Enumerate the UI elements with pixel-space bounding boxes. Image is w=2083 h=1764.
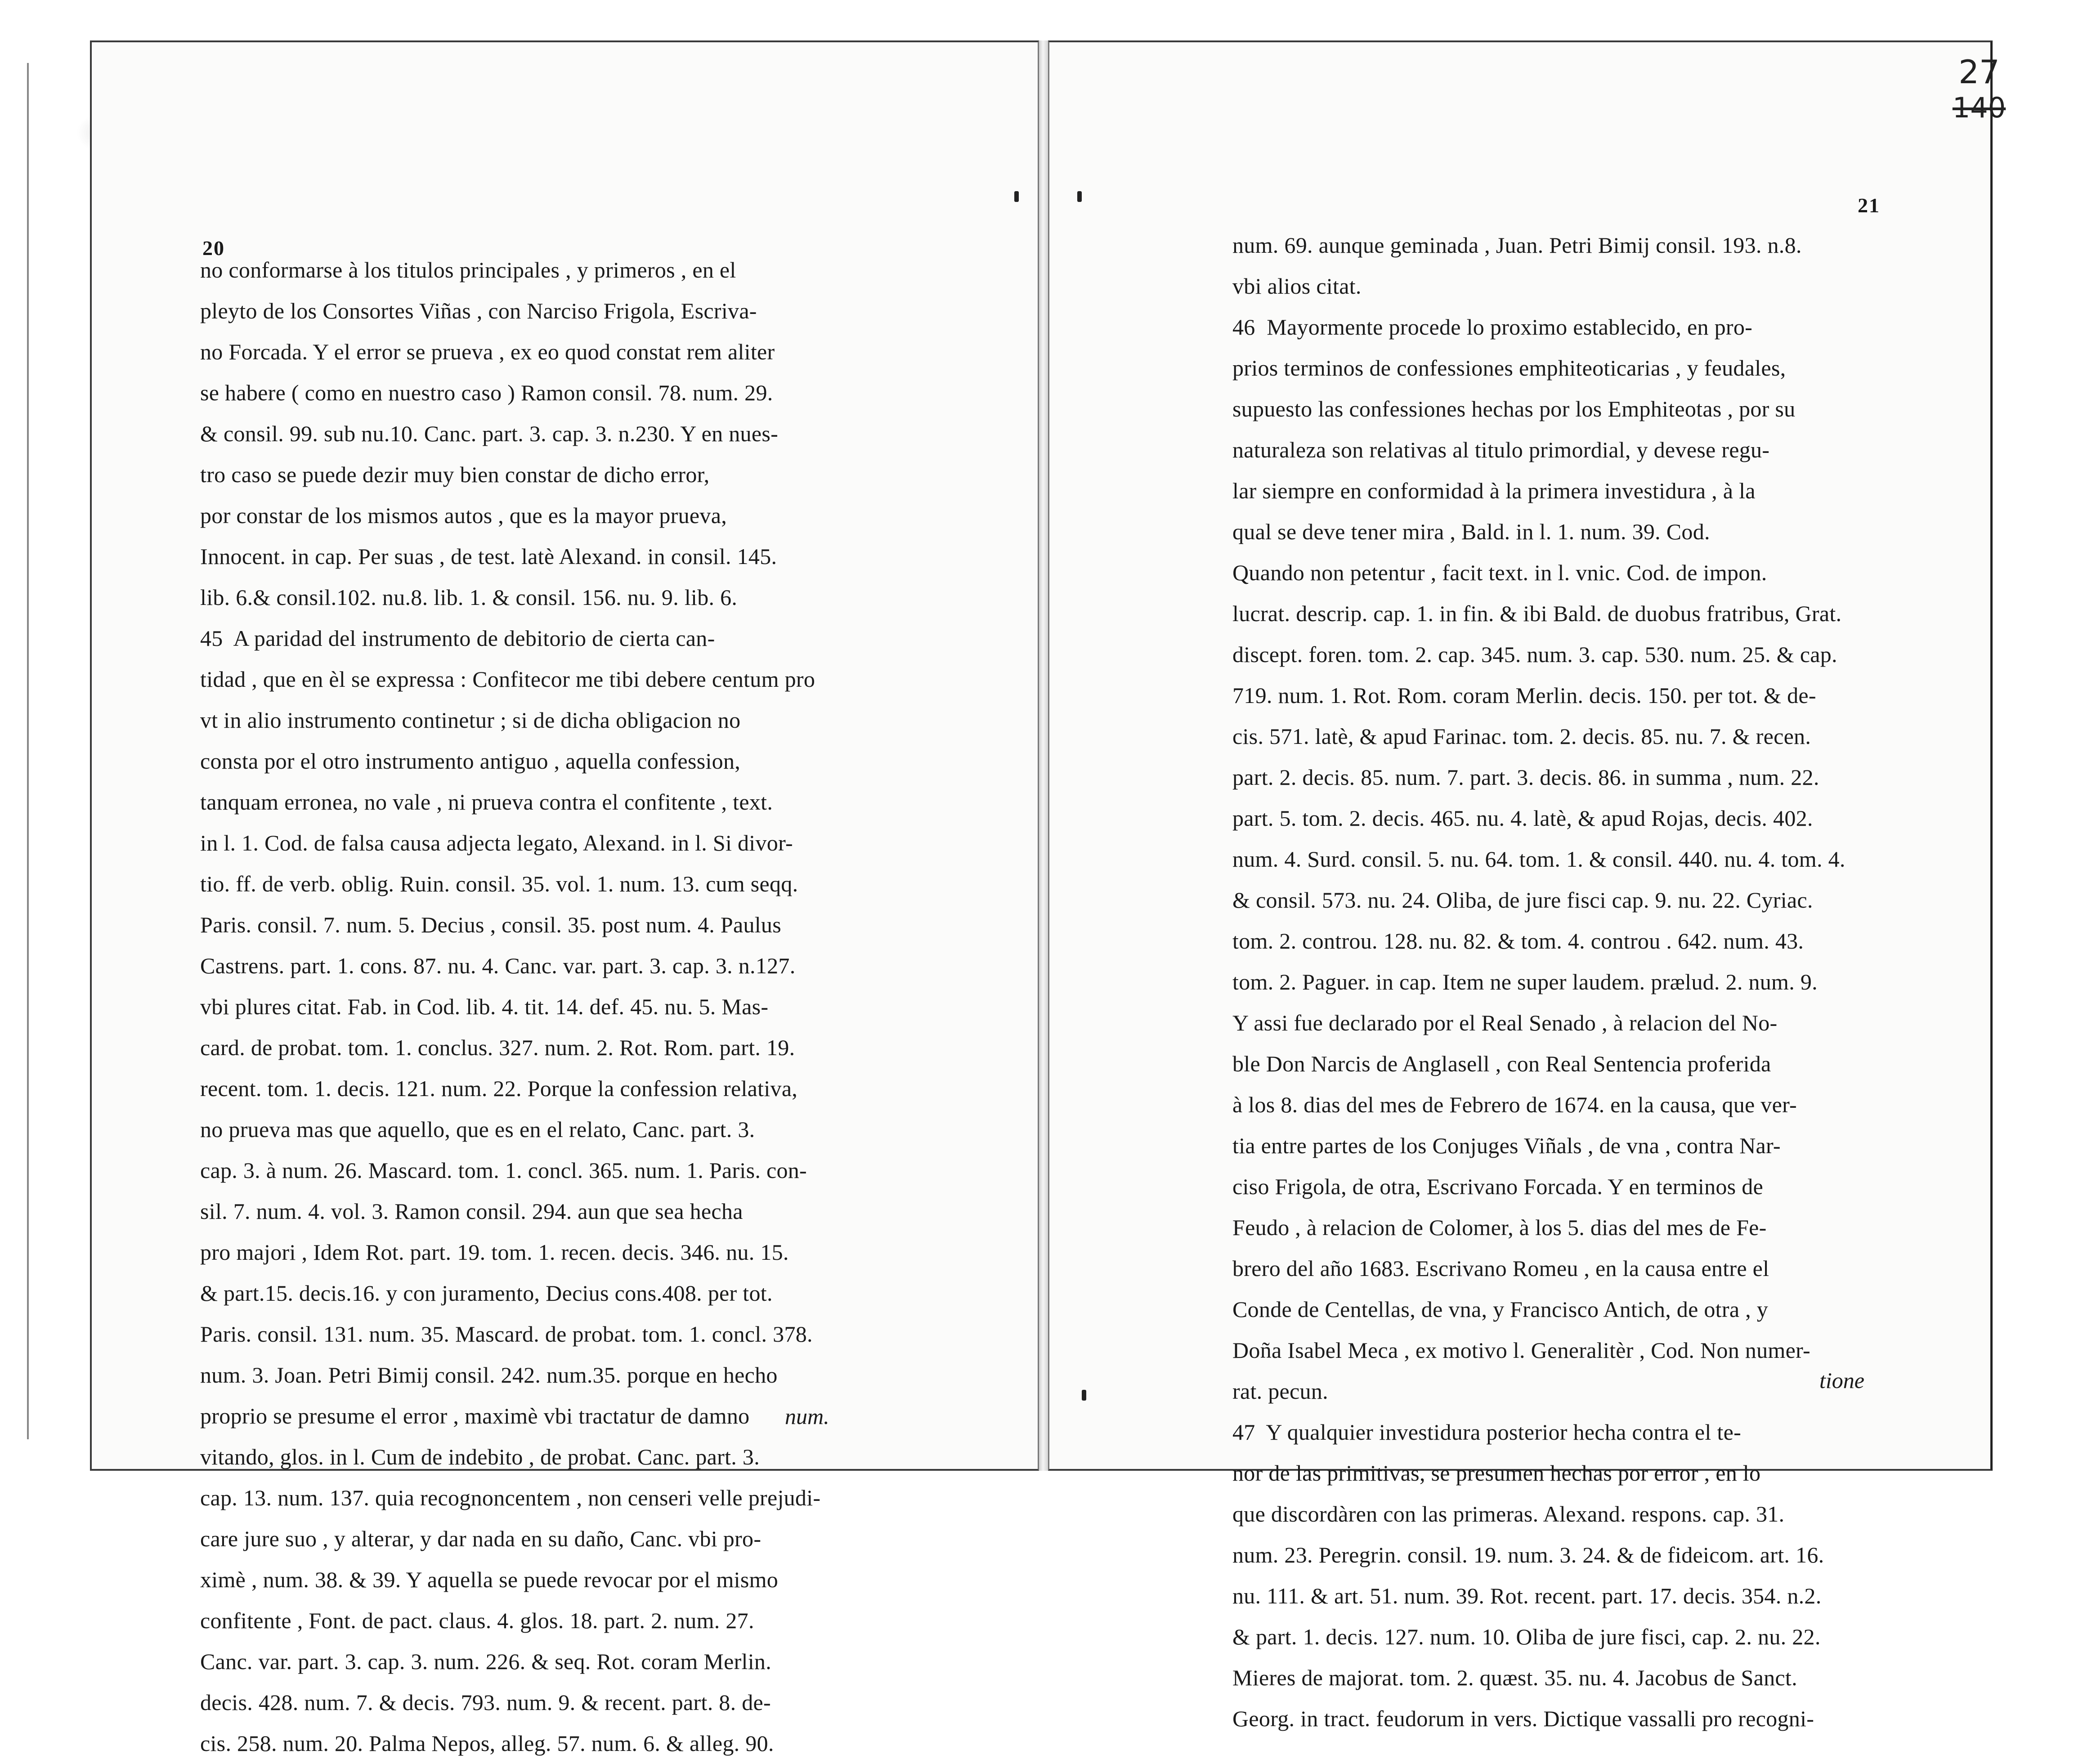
text-line: num. 3. Joan. Petri Bimij consil. 242. num.35. porque en hecho — [200, 1362, 778, 1388]
text-line: naturaleza son relativas al titulo primordial, y devese regu- — [1232, 437, 1770, 462]
binding-mark — [1077, 191, 1082, 202]
text-line: 46 Mayormente procede lo proximo establecido, en pro- — [1232, 314, 1753, 340]
text-line: in l. 1. Cod. de falsa causa adjecta legato, Alexand. in l. Si divor- — [200, 830, 793, 855]
text-line: recent. tom. 1. decis. 121. num. 22. Porque la confession relativa, — [200, 1076, 798, 1101]
text-line: & part. 1. decis. 127. num. 10. Oliba de jure fisci, cap. 2. nu. 22. — [1232, 1624, 1821, 1649]
text-line: Innocent. in cap. Per suas , de test. latè Alexand. in consil. 145. — [200, 544, 777, 569]
text-line: num. 69. aunque geminada , Juan. Petri Bimij consil. 193. n.8. — [1232, 233, 1802, 258]
text-line: cap. 13. num. 137. quia recognoncentem , non censeri velle prejudi- — [200, 1485, 821, 1510]
text-line: part. 2. decis. 85. num. 7. part. 3. decis. 86. in summa , num. 22. — [1232, 765, 1819, 790]
text-line: num. 4. Surd. consil. 5. nu. 64. tom. 1. & consil. 440. nu. 4. tom. 4. — [1232, 846, 1846, 872]
text-line: tio. ff. de verb. oblig. Ruin. consil. 35. vol. 1. num. 13. cum seqq. — [200, 871, 798, 896]
text-line: prios terminos de confessiones emphiteoticarias , y feudales, — [1232, 355, 1786, 381]
text-line: 47 Y qualquier investidura posterior hecha contra el te- — [1232, 1419, 1742, 1445]
text-line: nu. 111. & art. 51. num. 39. Rot. recent. part. 17. decis. 354. n.2. — [1232, 1583, 1822, 1608]
text-line: à los 8. dias del mes de Febrero de 1674. en la causa, que ver- — [1232, 1092, 1797, 1117]
catchword-left: num. — [785, 1404, 829, 1429]
text-line: cap. 3. à num. 26. Mascard. tom. 1. concl. 365. num. 1. Paris. con- — [200, 1158, 807, 1183]
text-line: Conde de Centellas, de vna, y Francisco Antich, de otra , y — [1232, 1297, 1769, 1322]
text-line: vitando, glos. in l. Cum de indebito , de probat. Canc. part. 3. — [200, 1444, 760, 1469]
text-line: tro caso se puede dezir muy bien constar de dicho error, — [200, 462, 710, 487]
text-line: confitente , Font. de pact. claus. 4. glos. 18. part. 2. num. 27. — [200, 1608, 754, 1633]
text-line: lar siempre en conformidad à la primera investidura , à la — [1232, 478, 1756, 503]
page-edge — [27, 63, 92, 1439]
text-line: por constar de los mismos autos , que es la mayor prueva, — [200, 503, 727, 528]
text-line: Canc. var. part. 3. cap. 3. num. 226. & seq. Rot. coram Merlin. — [200, 1649, 772, 1674]
text-line: decis. 428. num. 7. & decis. 793. num. 9. & recent. part. 8. de- — [200, 1690, 771, 1715]
text-line: tom. 2. controu. 128. nu. 82. & tom. 4. controu . 642. num. 43. — [1232, 928, 1804, 954]
text-line: se habere ( como en nuestro caso ) Ramon consil. 78. num. 29. — [200, 380, 773, 405]
binding-mark — [1014, 191, 1019, 202]
text-line: cis. 571. latè, & apud Farinac. tom. 2. decis. 85. nu. 7. & recen. — [1232, 724, 1811, 749]
text-line: no conformarse à los titulos principales , y primeros , en el — [200, 257, 736, 282]
page-number-right: 21 — [1858, 194, 1880, 217]
text-line: vt in alio instrumento continetur ; si de dicha obligacion no — [200, 707, 741, 733]
text-line: Quando non petentur , facit text. in l. vnic. Cod. de impon. — [1232, 560, 1767, 585]
text-line: part. 5. tom. 2. decis. 465. nu. 4. latè, & apud Rojas, decis. 402. — [1232, 806, 1813, 831]
text-line: sil. 7. num. 4. vol. 3. Ramon consil. 294. aun que sea hecha — [200, 1199, 743, 1224]
archival-folio-number: 27 — [1958, 53, 2000, 91]
text-line: 719. num. 1. Rot. Rom. coram Merlin. decis. 150. per tot. & de- — [1232, 683, 1816, 708]
text-line: qual se deve tener mira , Bald. in l. 1. num. 39. Cod. — [1232, 519, 1710, 544]
text-line: pleyto de los Consortes Viñas , con Narciso Frigola, Escriva- — [200, 298, 757, 323]
text-line: vbi plures citat. Fab. in Cod. lib. 4. tit. 14. def. 45. nu. 5. Mas- — [200, 994, 769, 1019]
text-line: ximè , num. 38. & 39. Y aquella se puede revocar por el mismo — [200, 1567, 779, 1592]
text-line: & consil. 99. sub nu.10. Canc. part. 3. cap. 3. n.230. Y en nues- — [200, 421, 779, 446]
archival-folio-annotation — [1934, 54, 2024, 130]
text-line: discept. foren. tom. 2. cap. 345. num. 3. cap. 530. num. 25. & cap. — [1232, 642, 1837, 667]
text-line: ble Don Narcis de Anglasell , con Real Sentencia proferida — [1232, 1051, 1771, 1076]
left-page-text — [200, 250, 888, 1764]
right-page-text — [1232, 225, 1925, 1739]
text-line: card. de probat. tom. 1. conclus. 327. num. 2. Rot. Rom. part. 19. — [200, 1035, 795, 1060]
text-line: & part.15. decis.16. y con juramento, Decius cons.408. per tot. — [200, 1280, 773, 1306]
text-line: brero del año 1683. Escrivano Romeu , en la causa entre el — [1232, 1256, 1769, 1281]
text-line: Castrens. part. 1. cons. 87. nu. 4. Canc. var. part. 3. cap. 3. n.127. — [200, 953, 796, 978]
text-line: Mieres de majorat. tom. 2. quæst. 35. nu. 4. Jacobus de Sanct. — [1232, 1665, 1797, 1690]
text-line: Georg. in tract. feudorum in vers. Dictique vassalli pro recogni- — [1232, 1706, 1814, 1731]
text-line: Y assi fue declarado por el Real Senado , à relacion del No- — [1232, 1010, 1778, 1035]
text-line: tidad , que en èl se expressa : Confitecor me tibi debere centum pro — [200, 667, 815, 692]
text-line: Paris. consil. 7. num. 5. Decius , consil. 35. post num. 4. Paulus — [200, 912, 781, 937]
text-line: vbi alios citat. — [1232, 273, 1362, 299]
text-line: tom. 2. Paguer. in cap. Item ne super laudem. prælud. 2. num. 9. — [1232, 969, 1818, 994]
text-line: lib. 6.& consil.102. nu.8. lib. 1. & consil. 156. nu. 9. lib. 6. — [200, 585, 738, 610]
text-line: lucrat. descrip. cap. 1. in fin. & ibi Bald. de duobus fratribus, Grat. — [1232, 601, 1842, 626]
text-line: 45 A paridad del instrumento de debitorio de cierta can- — [200, 626, 715, 651]
text-line: rat. pecun. — [1232, 1379, 1328, 1404]
text-line: supuesto las confessiones hechas por los Emphiteotas , por su — [1232, 396, 1796, 421]
archival-folio-struck: 140 — [1952, 91, 2006, 124]
text-line: Feudo , à relacion de Colomer, à los 5. dias del mes de Fe- — [1232, 1215, 1767, 1240]
text-line: no prueva mas que aquello, que es en el relato, Canc. part. 3. — [200, 1117, 755, 1142]
text-line: que discordàren con las primeras. Alexand. respons. cap. 31. — [1232, 1501, 1785, 1527]
text-line: consta por el otro instrumento antiguo , aquella confession, — [200, 748, 741, 774]
text-line: no Forcada. Y el error se prueva , ex eo quod constat rem aliter — [200, 339, 775, 364]
text-line: pro majori , Idem Rot. part. 19. tom. 1. recen. decis. 346. nu. 15. — [200, 1240, 789, 1265]
text-line: & consil. 573. nu. 24. Oliba, de jure fisci cap. 9. nu. 22. Cyriac. — [1232, 887, 1813, 913]
page-number-left: 20 — [202, 237, 225, 260]
binding-mark — [1082, 1390, 1086, 1401]
text-line: proprio se presume el error , maximè vbi tractatur de damno — [200, 1403, 750, 1428]
catchword-right: tione — [1819, 1368, 1864, 1393]
text-line: Doña Isabel Meca , ex motivo l. Generalitèr , Cod. Non numer- — [1232, 1338, 1810, 1363]
text-line: nor de las primitivas, se presumen hechas por error , en lo — [1232, 1460, 1761, 1486]
text-line: tia entre partes de los Conjuges Viñals , de vna , contra Nar- — [1232, 1133, 1781, 1158]
book-gutter — [1039, 40, 1048, 1471]
text-line: tanquam erronea, no vale , ni prueva contra el confitente , text. — [200, 789, 773, 815]
text-line: cis. 258. num. 20. Palma Nepos, alleg. 57. num. 6. & alleg. 90. — [200, 1731, 774, 1756]
text-line: num. 23. Peregrin. consil. 19. num. 3. 24. & de fideicom. art. 16. — [1232, 1542, 1824, 1567]
text-line: ciso Frigola, de otra, Escrivano Forcada. Y en terminos de — [1232, 1174, 1764, 1199]
text-line: care jure suo , y alterar, y dar nada en su daño, Canc. vbi pro- — [200, 1526, 762, 1551]
text-line: Paris. consil. 131. num. 35. Mascard. de probat. tom. 1. concl. 378. — [200, 1321, 813, 1347]
